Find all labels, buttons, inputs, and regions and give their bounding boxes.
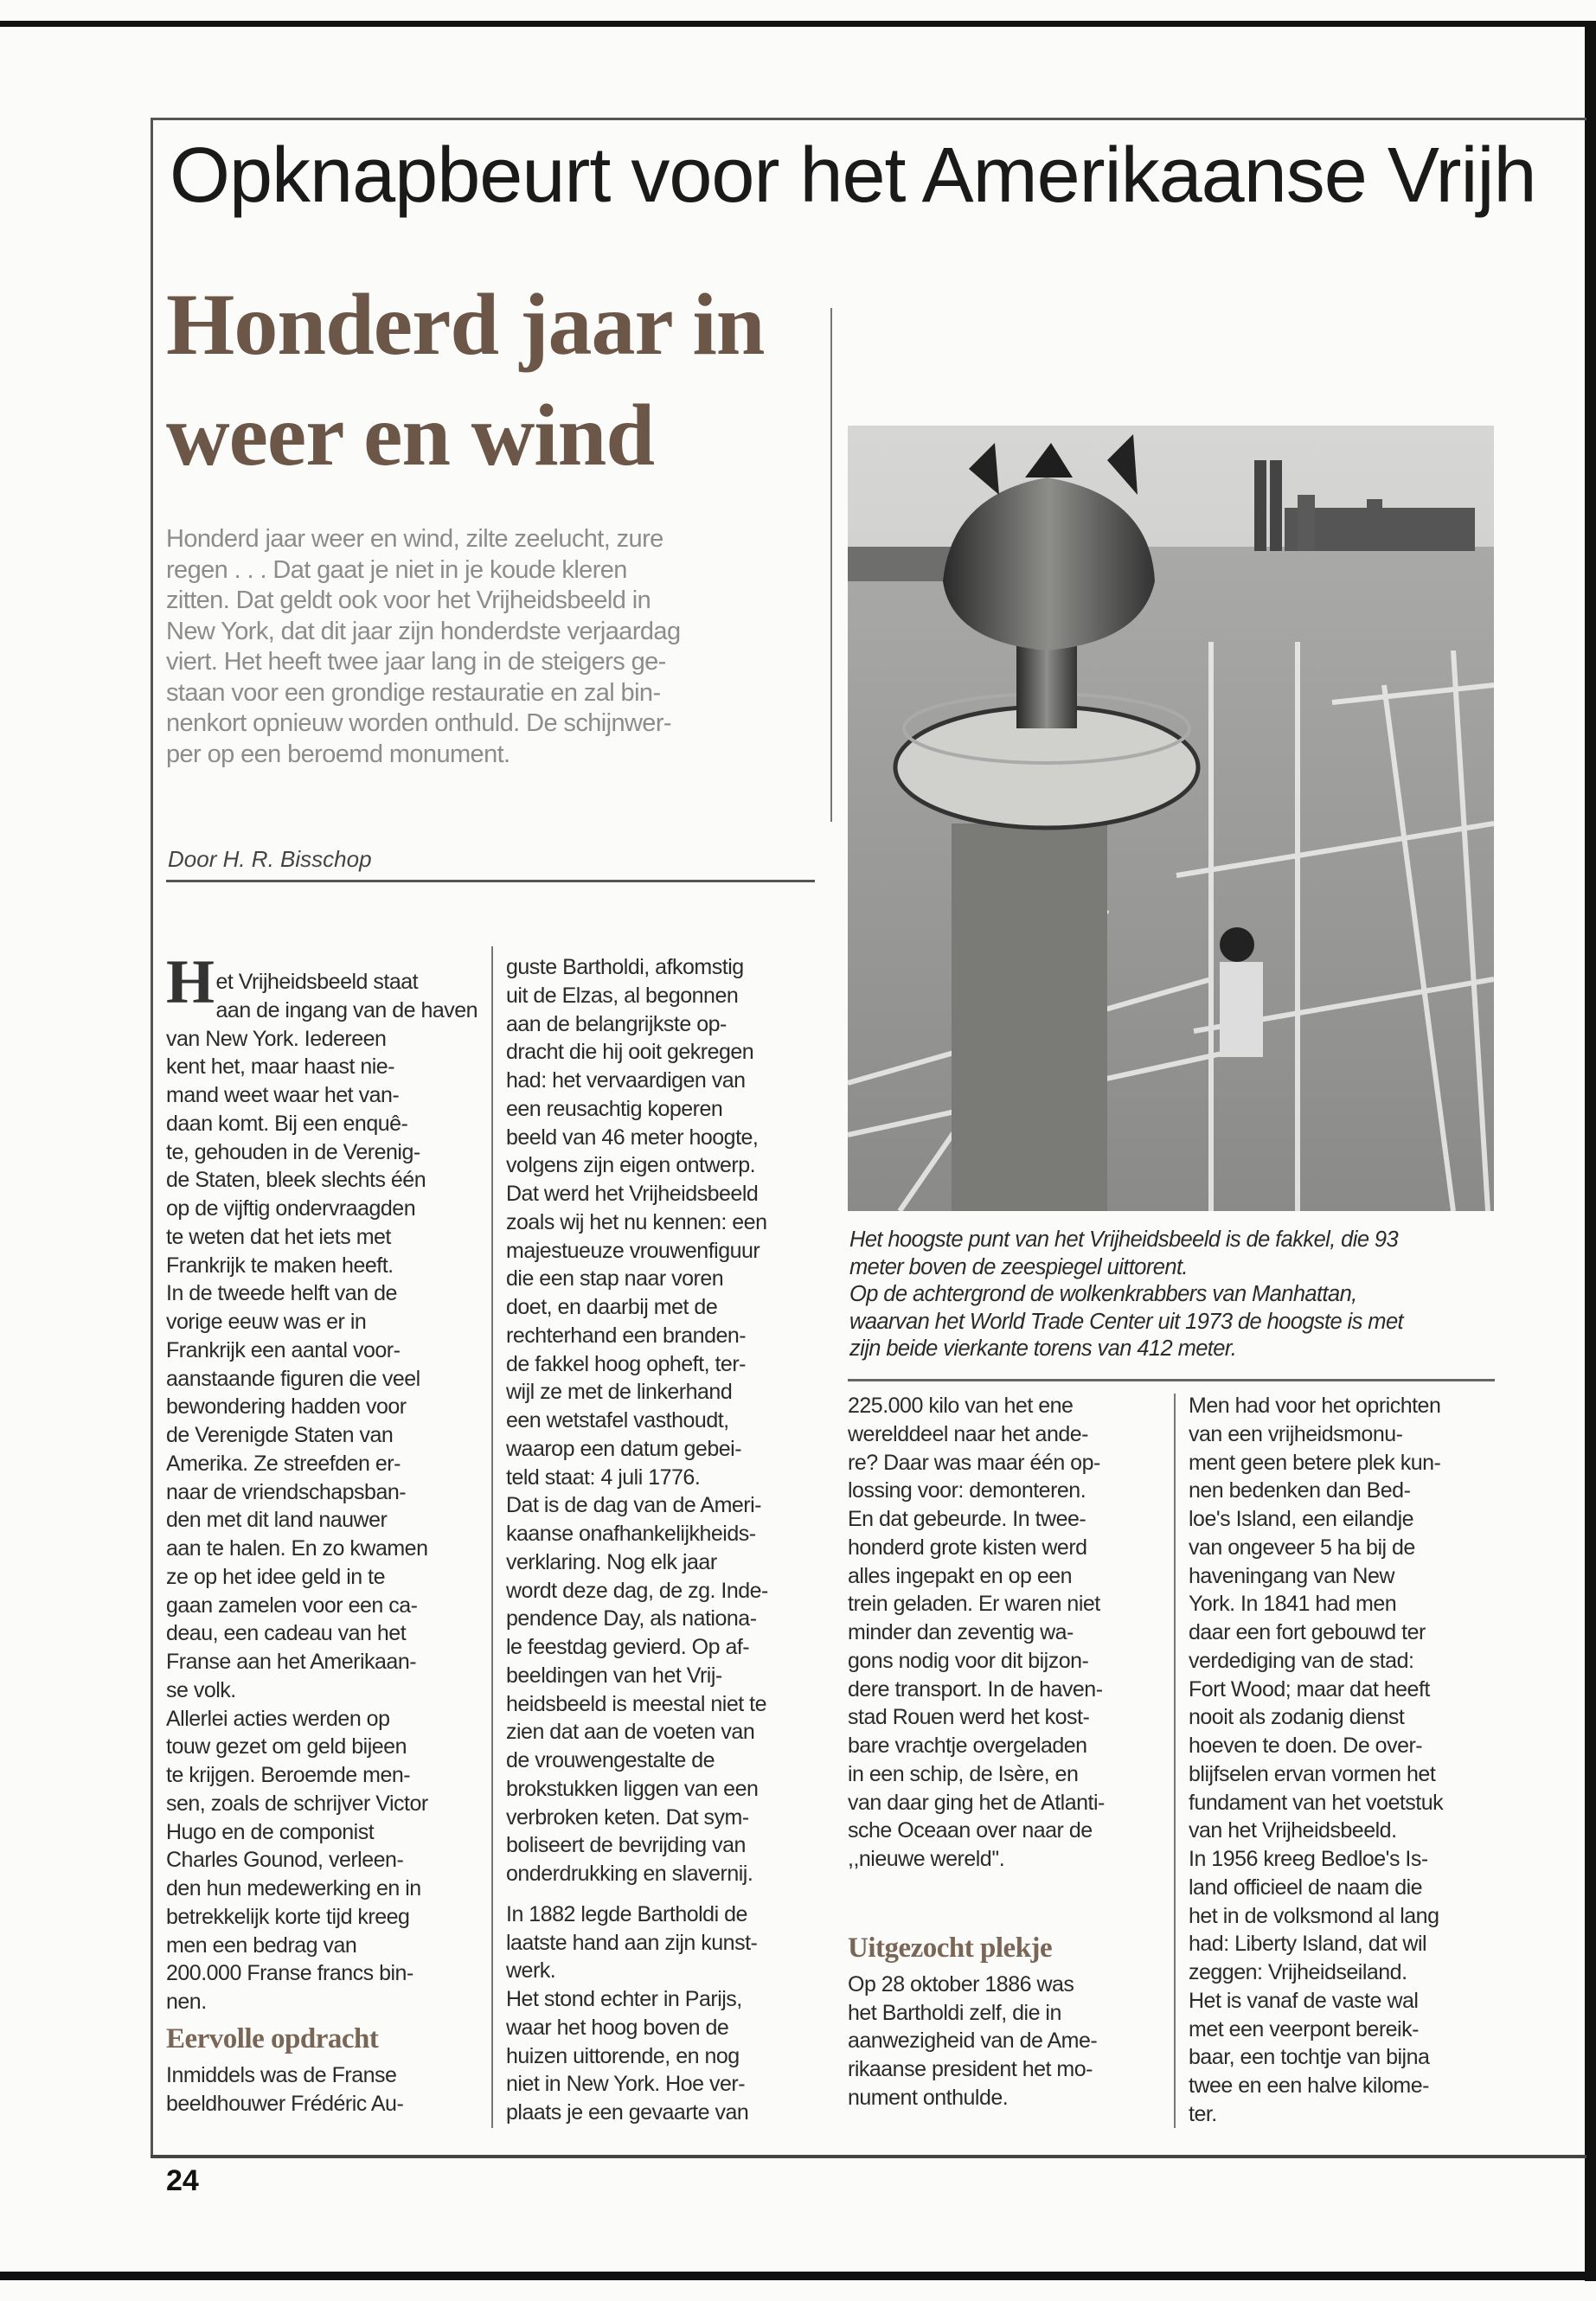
line-text: kaanse onafhankelijkheids- [506,1522,756,1546]
subheading: Uitgezocht plekje [848,1932,1053,1964]
body-text-line [166,1336,486,1365]
line-text: honderd grote kisten werd [848,1535,1087,1560]
body-text-line [166,1166,486,1195]
line-text: te krijgen. Beroemde men- [166,1763,411,1787]
body-text-line [506,1237,826,1266]
body-text-line [848,1590,1168,1618]
body-text-line [1189,2043,1500,2072]
body-text-line [506,1378,826,1407]
body-text-line [166,1252,486,1280]
line-text: die een stap naar voren [506,1266,724,1292]
body-column-2 [506,953,826,2127]
body-text-line [166,1705,486,1734]
line-text: zoals wij het nu kennen: een [506,1209,767,1234]
line-text: Franse aan het Amerikaan- [166,1650,417,1674]
body-text-line [166,1761,486,1790]
line-text: aan de belangrijkste op- [506,1011,727,1036]
intro-line: regen . . . Dat gaat je niet in je koude kleren [166,555,627,584]
body-text-line [506,1804,826,1832]
body-text-line [506,1038,826,1067]
body-text-line [166,1223,486,1252]
body-text-line [1189,1562,1500,1591]
line-text: ,,nieuwe wereld''. [848,1847,1005,1871]
byline: Door H. R. Bisschop [168,846,372,872]
line-text: In 1956 kreeg Bedloe's Is- [1189,1847,1428,1871]
line-text: baar, een tochtje van bijna [1189,2045,1430,2070]
line-text: doet, en daarbij met de [506,1295,718,1319]
body-text-line [166,1195,486,1223]
body-text-line [166,1279,486,1308]
article-box-left-rule [151,118,153,2157]
line-text: naar de vriendschapsban- [166,1479,407,1504]
body-text-line [848,1562,1168,1591]
body-text-line [1189,1534,1500,1562]
headline [166,270,765,491]
line-text: guste Bartholdi, afkomstig [506,955,744,979]
body-text-line [1189,1703,1500,1732]
body-text-line [1189,1449,1500,1477]
body-text-line [848,1703,1168,1732]
line-text: dracht die hij ooit gekregen [506,1040,754,1065]
line-text: verklaring. Nog elk jaar [506,1549,717,1574]
body-text-line [848,2055,1168,2084]
caption-line: Op de achtergrond de wolkenkrabbers van Manhattan, [849,1282,1357,1306]
body-text-line [506,953,826,982]
body-text-line [166,1988,486,2016]
line-text: de fakkel hoog opheft, ter- [506,1351,746,1376]
line-text: nooit als zodanig dienst [1189,1705,1405,1730]
body-text-line [1189,1647,1500,1676]
body-text-line [506,2014,826,2042]
line-text: Het stond echter in Parijs, [506,1987,742,2011]
column-divider [1174,1394,1176,2128]
body-text-line [506,2070,826,2099]
line-text: sen, zoals de schrijver Victor [166,1791,428,1816]
caption-line: Het hoogste punt van het Vrijheidsbeeld is de fakkel, die 93 [849,1227,1399,1252]
body-column-1 [166,947,486,2118]
line-text: met een veerpont bereik- [1189,2016,1419,2041]
line-text: aanstaande figuren die veel [166,1366,420,1391]
paragraph-gap [848,1874,1168,1926]
line-text: wordt deze dag, de zg. Inde- [506,1578,768,1603]
line-text: aanwezigheid van de Ame- [848,2029,1098,2054]
line-text: verbroken keten. Dat sym- [506,1804,749,1830]
body-text-line [506,1208,826,1237]
line-text: wijl ze met de linkerhand [506,1380,733,1405]
headline-line: weer en wind [166,387,655,484]
line-text: werk. [506,1958,556,1984]
line-text: rikaanse president het mo- [848,2057,1093,2081]
body-text-line [1189,2072,1500,2100]
body-text-line [848,1618,1168,1647]
body-text-line [506,1860,826,1888]
body-text-line [848,1449,1168,1477]
body-text-line [506,1831,826,1860]
body-text-line [1189,1477,1500,1505]
body-text-line [506,1491,826,1520]
photo-statue-torch [848,426,1494,1211]
line-text: de vrouwengestalte de [506,1748,715,1772]
line-text: lossing voor: demonteren. [848,1478,1086,1503]
intro-rule [166,880,815,882]
body-text-line [506,1435,826,1464]
body-text-line [848,1647,1168,1676]
body-text-line [506,1293,826,1322]
line-text: nument onthulde. [848,2085,1009,2110]
intro-paragraph [166,524,824,770]
body-text-line [506,1605,826,1633]
line-text: aan te halen. En zo kwamen [166,1536,428,1561]
body-text-line [166,1138,486,1167]
line-text: niet in New York. Hoe ver- [506,2072,746,2097]
line-text: nen bedenken dan Bed- [1189,1478,1411,1503]
headline-line: Honderd jaar in [166,276,765,374]
line-text: York. In 1841 had men [1189,1592,1397,1617]
line-text: En dat gebeurde. In twee- [848,1507,1086,1531]
body-text-line [848,1392,1168,1420]
photo-caption [849,1227,1498,1363]
body-text-line [166,1959,486,1988]
body-text-line [166,1676,486,1705]
line-text: het in de volksmond al lang [1189,1903,1439,1928]
line-text: werelddeel naar het ande- [848,1421,1088,1446]
line-text: zien dat aan de voeten van [506,1720,755,1745]
line-text: haveningang van New [1189,1563,1394,1588]
body-text-line [166,1932,486,1960]
body-text-line [506,1151,826,1180]
line-text: le feestdag gevierd. Op af- [506,1635,750,1659]
body-text-line [166,1790,486,1818]
body-text-line [166,1308,486,1336]
line-text: vorige eeuw was er in [166,1310,367,1334]
body-text-line [848,1477,1168,1505]
line-text: teld staat: 4 juli 1776. [506,1465,701,1490]
body-text-line [506,1718,826,1747]
body-text-line [506,1548,826,1577]
body-text-line [166,1648,486,1676]
line-text: gons nodig voor dit bijzon- [848,1648,1089,1673]
line-text: men een bedrag van [166,1932,357,1958]
body-text-line [1189,1732,1500,1760]
body-text-line [166,1393,486,1421]
line-text: Inmiddels was de Franse [166,2062,397,2087]
body-text-line [848,1999,1168,2028]
body-text-line [506,2042,826,2071]
body-text-line [506,1747,826,1775]
line-text: de Staten, bleek slechts één [166,1168,426,1193]
body-text-line [506,1407,826,1435]
body-text-line [166,1110,486,1138]
line-text: daan komt. Bij een enquê- [166,1111,408,1136]
intro-line: zitten. Dat geldt ook voor het Vrijheidsbeeld in [166,586,651,614]
scan-border-top [0,21,1596,27]
body-text-line [166,1846,486,1875]
body-text-line [166,1081,486,1110]
page-number: 24 [166,2164,199,2197]
body-text-line [848,1505,1168,1534]
line-text: 225.000 kilo van het ene [848,1394,1074,1418]
line-text: alles ingepakt en op een [848,1563,1073,1588]
line-text: Men had voor het oprichten [1189,1394,1441,1418]
paragraph-gap [506,1888,826,1900]
body-text-line [166,1818,486,1847]
line-text: brokstukken liggen van een [506,1776,759,1801]
line-text: In de tweede helft van de [166,1281,397,1306]
body-text-line [166,1733,486,1761]
body-text-line [506,1690,826,1719]
body-text-line [166,1025,486,1054]
line-text: nen. [166,1990,207,2014]
body-text-line [848,1420,1168,1449]
line-text: Hugo en de componist [166,1819,375,1844]
line-text: den hun medewerking en in [166,1876,421,1900]
line-text: kent het, maar haast nie- [166,1054,395,1080]
line-text: onderdrukking en slavernij. [506,1862,753,1886]
body-text-line [166,1506,486,1535]
section-title: Opknapbeurt voor het Amerikaanse Vrijh [170,132,1536,219]
line-text: land officieel de naam die [1189,1875,1423,1900]
line-text: aan de ingang van de haven [215,997,478,1022]
line-text: trein geladen. Er waren niet [848,1592,1100,1617]
line-text: volgens zijn eigen ontwerp. [506,1153,756,1178]
body-text-line [1189,1676,1500,1704]
line-text: van het Vrijheidsbeeld. [1189,1818,1397,1843]
line-text: Amerika. Ze streefden er- [166,1451,401,1476]
body-text-line [166,2090,486,2118]
line-text: de Verenigde Staten van [166,1423,394,1447]
body-text-line [166,1365,486,1394]
body-text-line [506,1900,826,1929]
body-text-line [166,1875,486,1903]
caption-line: meter boven de zeespiegel uittorent. [849,1254,1188,1279]
body-text-line [506,1265,826,1293]
body-text-line [506,1577,826,1606]
line-text: waarop een datum gebei- [506,1436,742,1461]
body-text-line [1189,1874,1500,1902]
body-text-line [166,1450,486,1478]
body-text-line [1189,1817,1500,1845]
body-text-line [506,1633,826,1662]
line-text: bewondering hadden voor [166,1394,407,1420]
body-text-line [506,1010,826,1039]
line-text: mand weet waar het van- [166,1083,400,1107]
line-text: touw gezet om geld bijeen [166,1734,407,1759]
body-text-line [506,1124,826,1152]
caption-line: waarvan het World Trade Center uit 1973 de hoogste is met [849,1309,1404,1334]
body-text-line [1189,1789,1500,1817]
line-text: ter. [1189,2101,1217,2126]
body-text-line [506,1957,826,1985]
body-text-line [166,1478,486,1507]
line-text: pendence Day, als nationa- [506,1606,757,1631]
line-text: minder dan zeventig wa- [848,1620,1074,1644]
caption-rule [848,1379,1495,1381]
line-text: huizen uittorende, en nog [506,2043,740,2068]
body-text-line [848,2027,1168,2055]
torch-scaffolding-photo [848,426,1494,1211]
line-text: van ongeveer 5 ha bij de [1189,1535,1415,1560]
line-text: blijfselen ervan vormen het [1189,1761,1436,1786]
line-text: daar een fort gebouwd ter [1189,1620,1426,1644]
line-text: waar het hoog boven de [506,2015,729,2040]
body-text-line [166,1053,486,1081]
body-text-line [506,1095,826,1124]
line-text: se volk. [166,1677,236,1702]
line-text: uit de Elzas, al begonnen [506,983,739,1008]
line-text: te, gehouden in de Verenig- [166,1139,420,1164]
line-text: stad Rouen werd het kost- [848,1705,1090,1730]
line-text: heidsbeeld is meestal niet te [506,1691,766,1716]
body-text-line [1189,1392,1500,1420]
line-text: rechterhand een branden- [506,1323,747,1348]
line-text: betrekkelijk korte tijd kreeg [166,1904,410,1929]
line-text: op de vijftig ondervraagden [166,1196,416,1221]
body-text-line [848,2084,1168,2112]
line-text: ment geen betere plek kun- [1189,1450,1441,1475]
line-text: re? Daar was maar één op- [848,1450,1100,1475]
article-box-top-rule [151,118,1586,120]
line-text: Frankrijk te maken heeft. [166,1253,394,1278]
body-text-line [848,1732,1168,1760]
line-text: het Bartholdi zelf, die in [848,2000,1061,2025]
subheading: Eervolle opdracht [166,2022,379,2054]
body-column-3 [848,1392,1168,2112]
body-text-line [506,1775,826,1804]
body-text-line [166,1903,486,1932]
line-text: Dat is de dag van de Ameri- [506,1493,761,1518]
line-text: in een schip, de Isère, en [848,1761,1079,1786]
intro-line: per op een beroemd monument. [166,740,510,768]
line-text: majestueuze vrouwenfiguur [506,1238,760,1263]
line-text: van New York. Iedereen [166,1026,387,1051]
line-text: zeggen: Vrijheidseiland. [1189,1960,1407,1984]
body-text-line [166,1563,486,1592]
body-text-line [506,982,826,1010]
line-text: Allerlei acties werden op [166,1706,390,1731]
scan-border-right [1585,21,1596,2281]
intro-line: staan voor een grondige restauratie en zal bin- [166,678,661,707]
line-text: fundament van het voetstuk [1189,1790,1444,1815]
line-text: verdediging van de stad: [1189,1648,1414,1673]
body-text-line [848,1817,1168,1845]
line-text: Het is vanaf de vaste wal [1189,1988,1419,2013]
body-text-line [1189,1590,1500,1618]
line-text: In 1882 legde Bartholdi de [506,1901,747,1926]
line-text: loe's Island, een eilandje [1189,1507,1414,1531]
body-text-line [506,1350,826,1379]
body-text-line [1189,1902,1500,1931]
line-text: dere transport. In de haven- [848,1676,1103,1702]
line-text: te weten dat het iets met [166,1224,391,1249]
line-text: Dat werd het Vrijheidsbeeld [506,1182,759,1206]
body-text-line [506,1929,826,1958]
body-text-line [848,1971,1168,1999]
scan-border-bottom [0,2272,1596,2280]
line-text: een reusachtig koperen [506,1096,723,1121]
line-text: beeldhouwer Frédéric Au- [166,2091,404,2116]
line-text: twee en een halve kilome- [1189,2073,1429,2098]
line-text: boliseert de bevrijding van [506,1833,746,1858]
line-text: Fort Wood; maar dat heeft [1189,1676,1430,1702]
body-text-line [166,1592,486,1620]
line-text: deau, een cadeau van het [166,1621,407,1646]
line-text: plaats je een gevaarte van [506,2100,749,2125]
line-text: 200.000 Franse francs bin- [166,1961,413,1986]
body-text-line [1189,1420,1500,1449]
body-text-line [506,1067,826,1095]
line-text: laatste hand aan zijn kunst- [506,1930,758,1955]
body-text-line [1189,1505,1500,1534]
body-text-line [848,1676,1168,1704]
body-text-line [848,1760,1168,1789]
body-text-line [166,1421,486,1450]
body-text-line [848,1789,1168,1817]
line-text: had: Liberty Island, dat wil [1189,1932,1427,1957]
body-text-line [1189,2100,1500,2129]
line-text: een wetstafel vasthoudt, [506,1408,729,1433]
body-text-line [506,1985,826,2014]
body-text-line [506,1464,826,1492]
line-text: Op 28 oktober 1886 was [848,1971,1074,1997]
body-text-line [166,1619,486,1648]
article-box-bottom-rule [151,2155,1586,2158]
line-text: van een vrijheidsmonu- [1189,1421,1403,1446]
drop-cap: H [166,947,215,1016]
line-text: beeldingen van het Vrij- [506,1663,722,1688]
line-text: hoeven te doen. De over- [1189,1734,1423,1758]
body-text-line [506,2099,826,2127]
body-text-line [166,2061,486,2090]
body-text-line [166,1535,486,1563]
line-text: gaan zamelen voor een ca- [166,1593,418,1618]
body-text-line [506,1322,826,1350]
line-text: van daar ging het de Atlanti- [848,1790,1105,1815]
line-text: ze op het idee geld in te [166,1564,385,1589]
body-text-line [506,1520,826,1548]
body-text-line [848,1845,1168,1874]
body-text-line [506,1180,826,1208]
line-text: bare vrachtje overgeladen [848,1734,1087,1758]
line-text: beeld van 46 meter hoogte, [506,1125,759,1150]
body-column-4 [1189,1392,1500,2129]
column-divider [491,946,493,2128]
line-text: Frankrijk een aantal voor- [166,1337,401,1362]
line-text: had: het vervaardigen van [506,1068,746,1093]
body-text-line [506,1662,826,1690]
body-text-line [1189,1958,1500,1987]
body-text-line [1189,1618,1500,1647]
line-text: sche Oceaan over naar de [848,1818,1093,1843]
line-text: et Vrijheidsbeeld staat [215,970,419,994]
line-text: Charles Gounod, verleen- [166,1848,404,1873]
caption-line: zijn beide vierkante torens van 412 meter. [849,1336,1237,1361]
intro-line: nenkort opnieuw worden onthuld. De schijnwer- [166,709,671,737]
body-text-line [1189,1845,1500,1874]
intro-line: New York, dat dit jaar zijn honderdste verjaardag [166,617,681,645]
column-divider [830,308,832,822]
intro-line: viert. Het heeft twee jaar lang in de steigers ge- [166,648,666,676]
line-text: den met dit land nauwer [166,1508,388,1533]
intro-line: Honderd jaar weer en wind, zilte zeelucht, zure [166,525,663,553]
body-text-line [1189,1930,1500,1958]
body-text-line [848,1534,1168,1562]
body-text-line [1189,2016,1500,2044]
body-text-line [1189,1987,1500,2016]
body-text-line [1189,1760,1500,1789]
